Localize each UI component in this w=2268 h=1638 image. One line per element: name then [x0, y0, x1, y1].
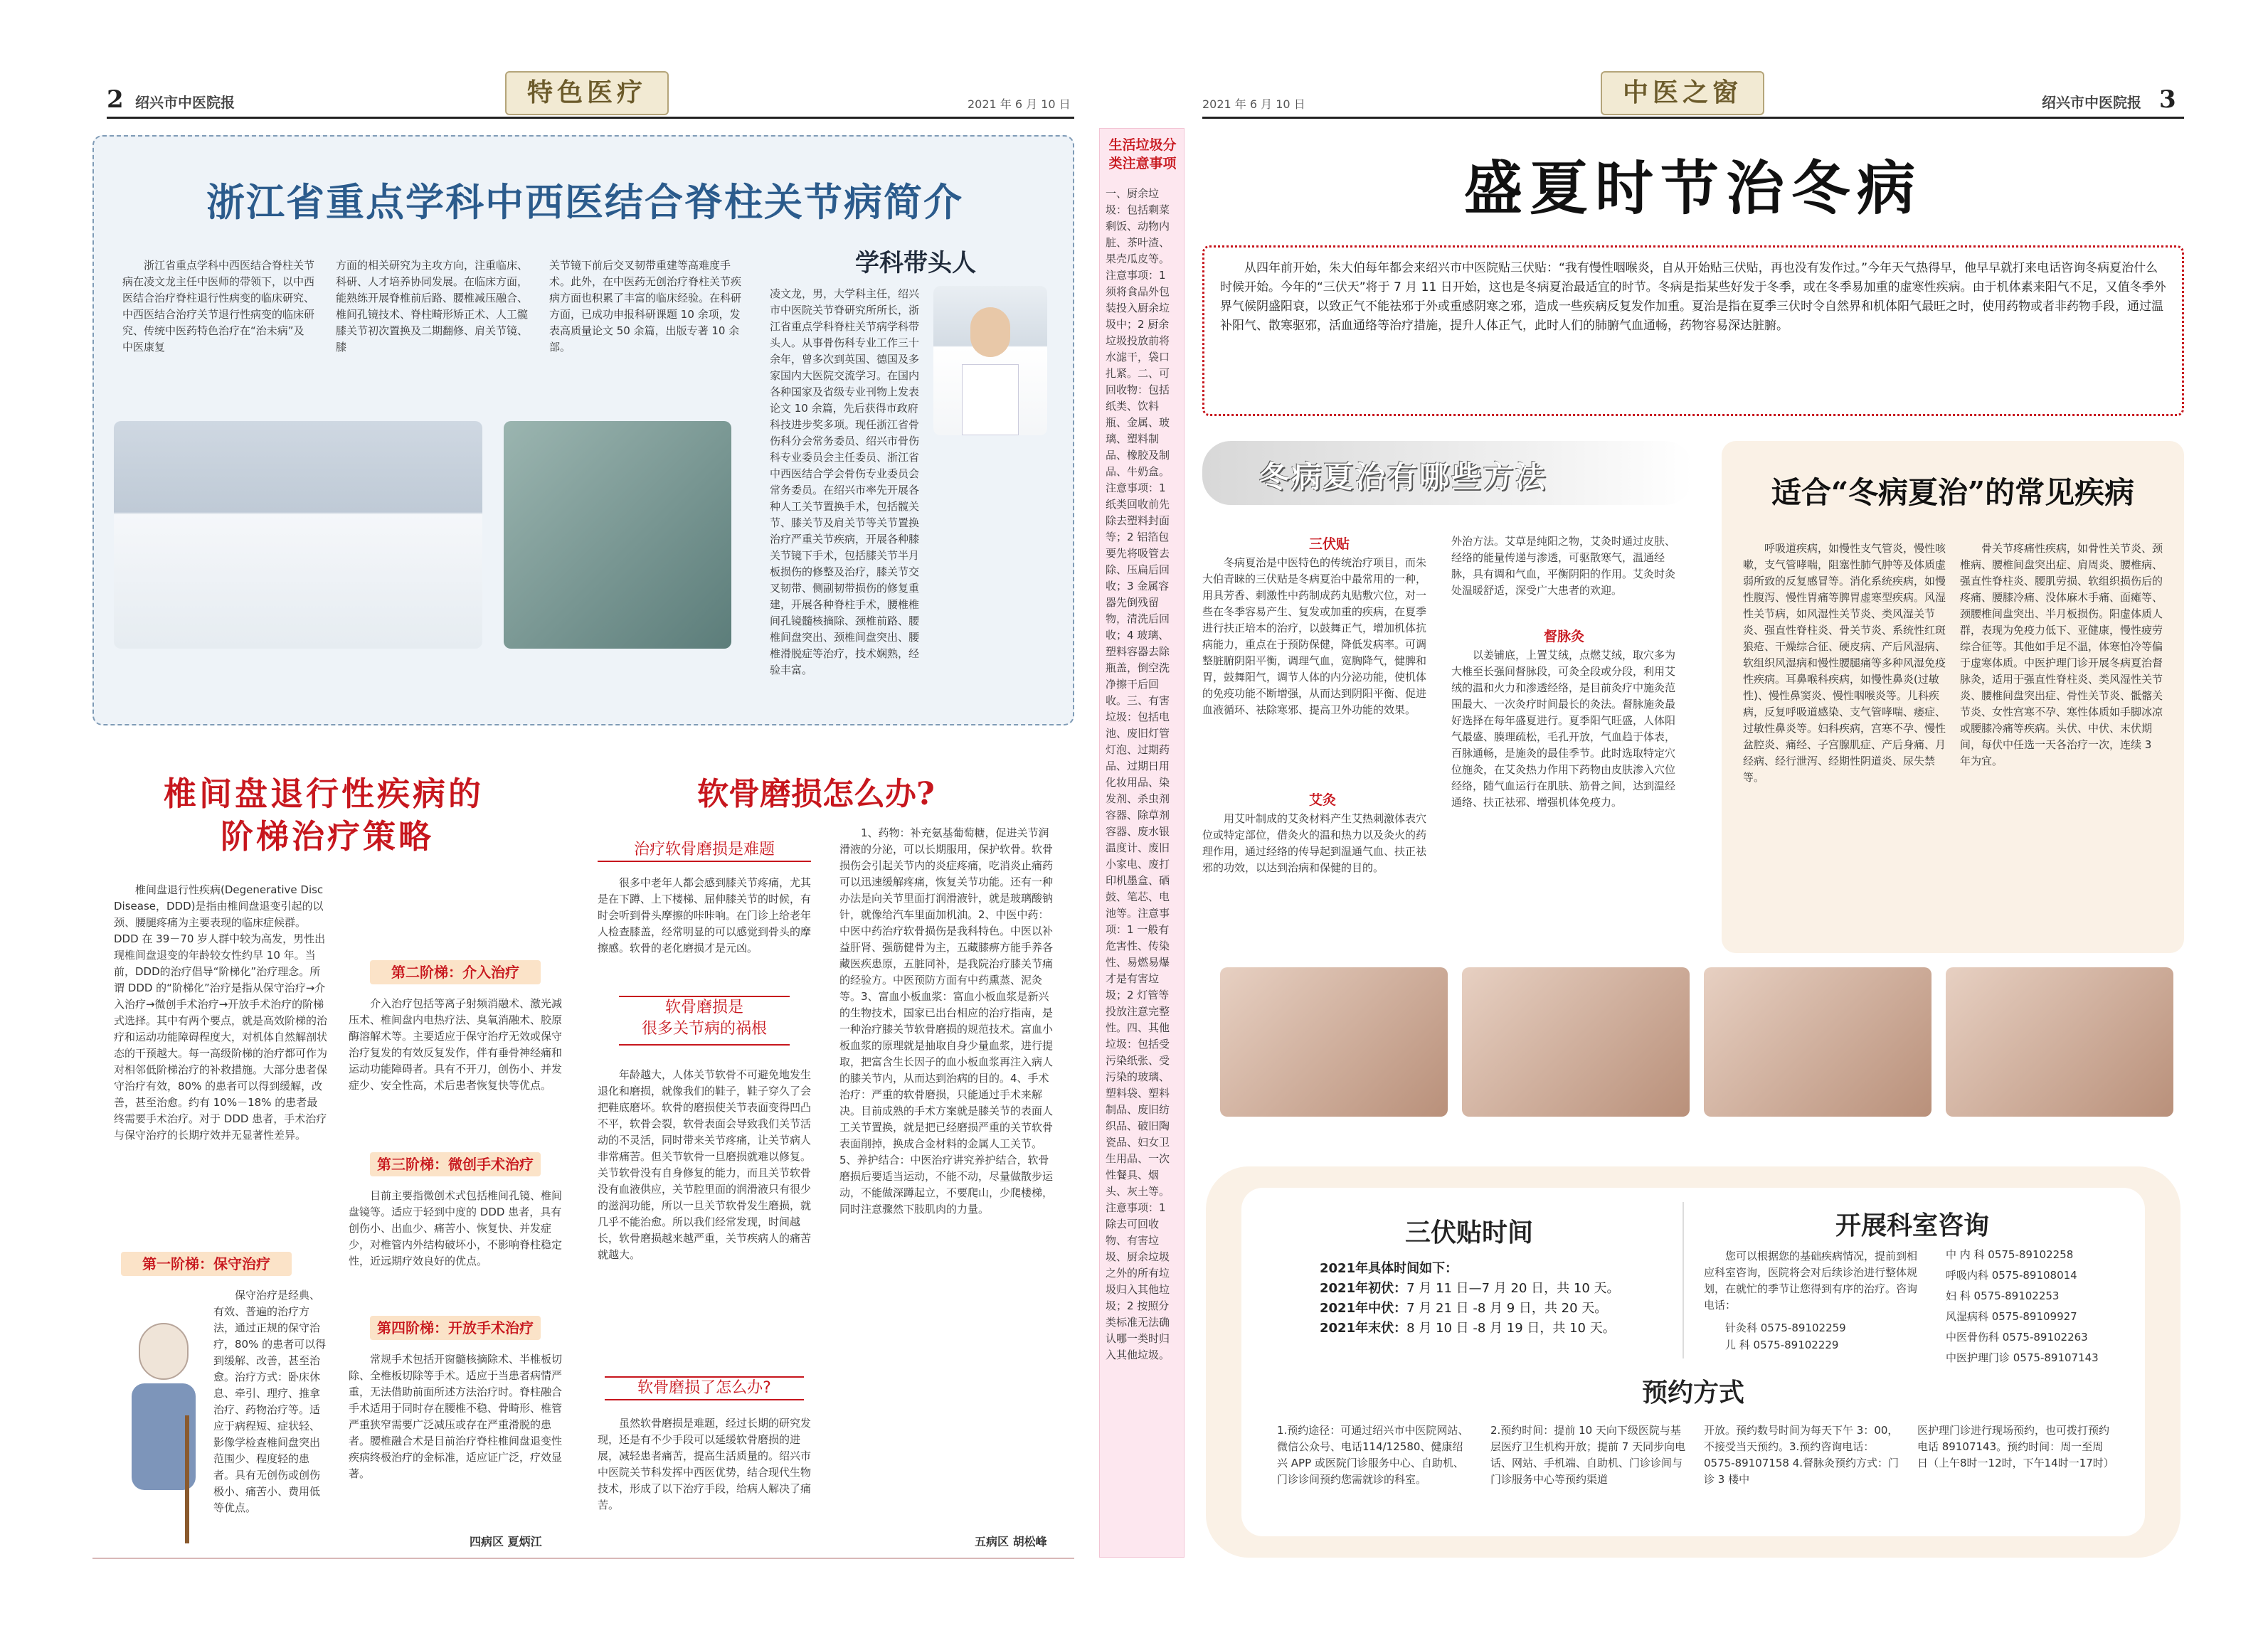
aijiu-heading: 艾灸 [1309, 792, 1337, 808]
article2-right-text: 1、药物：补充氨基葡萄糖，促进关节润滑液的分泌，可以长期服用，保护软骨。软骨损伤会引起关节内的炎症疼痛，吃消炎止痛药可以迅速缓解疼痛，恢复关节功能。还有一种办法是向关节里面打润滑液针，就是玻璃酸钠针，就像给汽车里面加机油。2、中医中药：中医中药治疗软骨损伤是我科特色。中医以补益肝肾、强筋健骨为主，五藏膝痹方能手养各藏医疾患原，五脏同补，是我院治疗膝关节痛的经验方。中医预防方面有中药熏蒸、泥灸等。3、富血小板血浆：富血小板血浆是新兴的生物技术，国家已出台相应的治疗指南，是一种治疗膝关节软骨磨损的规范技术。富血小板血浆的原理就是抽取自身少量血浆，进行提取，把富含生长因子的血小板血浆再注入病人的膝关节内，从而达到治病的目的。4、手术治疗：严重的软骨磨损，只能通过手术来解决。目前成熟的手术方案就是膝关节的表面人工关节置换，就是把已经磨损严重的关节软骨表面削掉，换成合金材料的金属人工关节。5、养护结合：中医治疗讲究养护结合，软骨磨损后要适当运动，不能不动，尽量做散步运动，不能做深蹲起立，不要爬山，少爬楼梯，同时注意骤然下肢肌肉的力量。 [839, 826, 1054, 1216]
leader-photo [933, 286, 1047, 435]
article2-title: 软骨磨损怎么办? [697, 776, 935, 812]
phone-gynecology[interactable]: 妇 科 0575-89102253 [1946, 1289, 2060, 1302]
stage4-title: 第四阶梯：开放手术治疗 [370, 1316, 541, 1340]
treatment-photo-2 [1462, 967, 1690, 1117]
article2-author: 五病区 胡松峰 [975, 1535, 1047, 1548]
booking-col-2: 2.预约时间：提前 10 天向下级医院与基层医疗卫生机构开放；提前 7 天同步向电话、网站、手机端、自助机、门诊诊间与门诊服务中心等预约渠道 [1490, 1424, 1686, 1486]
right-intro-box [1202, 245, 2184, 416]
stage2-text: 介入治疗包括等离子射频消融术、激光减压术、椎间盘内电热疗法、臭氧消融术、胶原酶溶解术等。主要适应于保守治疗无效或保守治疗复发的有效反复发作，伴有垂骨神经痛和运动功能障碍者。具有不开刀，创伤小、并发症少、安全性高，术后患者恢复快等优点。 [349, 997, 563, 1092]
header-rule-right [1202, 117, 2184, 119]
booking-col-4: 医护理门诊进行现场预约，也可拨打预约电话 89107143。预约时间：周一至周日（上午8时一12时，下午14时一17时） [1917, 1424, 2114, 1469]
issue-date: 2021 年 6 月 10 日 [968, 97, 1071, 111]
phone-rheumatology[interactable]: 风湿病科 0575-89109927 [1946, 1310, 2077, 1323]
paper-name-right: 绍兴市中医院报 [2042, 94, 2141, 111]
section-tag-right: 中医之窗 [1601, 71, 1764, 115]
consult-intro: 您可以根据您的基础疾病情况，提前到相应科室咨询，医院将会对后续诊治进行整体规划，在就忙的季节让您得到有序的治疗。咨询电话： [1704, 1250, 1918, 1312]
dumai-heading: 督脉灸 [1544, 629, 1585, 644]
treatment-photo-4 [1946, 967, 2173, 1117]
phone-respiratory[interactable]: 呼吸内科 0575-89108014 [1946, 1269, 2077, 1282]
consult-left-phones [1725, 1319, 1924, 1354]
page-number-right: 3 [2159, 85, 2176, 114]
header-rule [107, 117, 1074, 119]
schedule-row-2: 2021年中伏：7 月 21 日 -8 月 9 日，共 20 天。 [1320, 1301, 1608, 1316]
stage3-text: 目前主要指微创术式包括椎间孔镜、椎间盘镜等。适应于轻到中度的 DDD 患者，具有创伤小、出血少、痛苦小、恢复快、并发症少，对椎管内外结构破坏小，不影响脊柱稳定性，近远期疗效良好的优点。 [349, 1189, 563, 1267]
stage4-text: 常规手术包括开窗髓核摘除术、半椎板切除、全椎板切除等手术。适应于当患者病情严重，无法借助前面所述方法治疗时。脊柱融合手术适用于同时存在腰椎不稳、骨畸形、椎管严重狭窄需要广泛减压或存在严重滑脱的患者。腰椎融合术是目前治疗脊柱椎间盘退变性疾病终极治疗的金标准，适应证广泛，疗效显著。 [349, 1353, 563, 1480]
booking-col-3: 开放。预约数号时间为每天下午 3：00，不接受当天预约。3.预约咨询电话：0575-89107158 4.督脉灸预约方式：门诊 3 楼中 [1704, 1424, 1899, 1486]
methods-col2-text: 外治方法。艾草是纯阳之物，艾灸时通过皮肤、经络的能量传递与渗透，可驱散寒气，温通经脉，具有调和气血，平衡阴阳的作用。艾灸时灸处温暖舒适，深受广大患者的欢迎。 [1451, 535, 1676, 597]
article2-sub2-text: 年龄越大，人体关节软骨不可避免地发生退化和磨损，就像我们的鞋子，鞋子穿久了会把鞋底磨坏。软骨的磨损使关节表面变得凹凸不平，软骨会裂，软骨表面会导致我们关节活动的不灵活，同时带来关节疼痛，让关节病人非常痛苦。但关节软骨一旦磨损就难以修复。关节软骨没有自身修复的能力，而且关节软骨没有血液供应，关节腔里面的润滑液只有很少的滋润功能，所以一旦关节软骨发生磨损，就几乎不能治愈。所以我们经常发现，时间越长，软骨磨损越来越严重，关节疾病人的痛苦就越大。 [598, 1068, 812, 1261]
article2-sub2-l1: 软骨磨损是 [664, 999, 743, 1016]
stage1-text-cont [349, 882, 562, 939]
elderly-illustration [114, 1316, 213, 1551]
article2-sub2-l2: 很多关节病的祸根 [641, 1020, 767, 1038]
leader-heading: 学科带头人 [855, 249, 976, 277]
strip-text: 一、厨余垃圾：包括剩菜剩饭、动物内脏、茶叶渣、果壳瓜皮等。注意事项：1 须将食品外包装投入厨余垃圾中；2 厨余垃圾投放前将水滤干，袋口扎紧。二、可回收物：包括纸类、饮料瓶、金属、玻璃、塑料制品、橡胶及制品、牛奶盒。注意事项：1 纸类回收前先除去塑料封面等；2 铝箔包要先将吸管去除、压扁后回收；3 金属容器先倒残留物，清洗后回收；4 玻璃、塑料容器去除瓶盖，倒空洗净擦干后回收。三、有害垃圾：包括电池、废旧灯管灯泡、过期药品、过期日用化妆用品、染发剂、杀虫剂容器、除草剂容器、废水银温度计、废旧小家电、废打印机墨盒、硒鼓、笔芯、电池等。注意事项：1 一般有危害性、传染性、易燃易爆才是有害垃圾；2 灯管等投放注意完整性。四、其他垃圾：包括受污染纸张、受污染的玻璃、塑料袋、塑料制品、废旧纺织品、破旧陶瓷品、妇女卫生用品、一次性餐具、烟头、灰土等。注意事项：1 除去可回收物、有害垃圾、厨余垃圾之外的所有垃圾归入其他垃圾；2 按照分类标准无法确认哪一类时归入其他垃圾。 [1106, 187, 1170, 1361]
treatment-photo-3 [1704, 967, 1931, 1117]
treatment-photo-1 [1220, 967, 1448, 1117]
article2-sub3: 软骨磨损了怎么办? [605, 1376, 804, 1400]
diseases-title: 适合“冬病夏治”的常见疾病 [1771, 475, 2135, 510]
phone-nursing-clinic[interactable]: 中医护理门诊 0575-89107143 [1946, 1351, 2099, 1364]
intro-col-2: 方面的相关研究为主攻方向，注重临床、科研、人才培养协同发展。在临床方面，能熟练开展脊椎前后路、腰椎减压融合、椎间孔镜技术、脊柱畸形矫正术、人工髋膝关节初次置换及二期翻修、肩关节镜、膝 [336, 259, 529, 353]
phone-pediatrics[interactable]: 儿 科 0575-89102229 [1725, 1339, 1839, 1351]
sanfutie-heading: 三伏贴 [1309, 536, 1350, 552]
stage3-title: 第三阶梯：微创手术治疗 [370, 1152, 541, 1176]
schedule-row-0: 2021年具体时间如下： [1320, 1261, 1458, 1276]
stage2-title: 第二阶梯：介入治疗 [370, 960, 541, 984]
info-panel [1206, 1166, 2180, 1558]
booking-col-1: 1.预约途径：可通过绍兴市中医院网站、微信公众号、电话114/12580、健康绍兴 APP 或医院门诊服务中心、自助机、门诊诊间预约您需就诊的科室。 [1277, 1424, 1469, 1486]
sanfutie-text: 冬病夏治是中医特色的传统治疗项目，而朱大伯青睐的三伏贴是冬病夏治中最常用的一种，用具芳香、刺激性中药制成药丸贴敷穴位，对一些在冬季容易产生、复发或加重的疾病，在夏季进行扶正培本的治疗，以鼓舞正气，增加机体抗病能力，重点在于预防保健，降低发病率。可调整脏腑阴阳平衡，调理气血，宽胸降气，健脾和胃，鼓舞阳气，调节人体的内分泌功能，使机体的免疫功能不断增强，从而达到阴阳平衡、促进血液循环、祛除寒邪、提高卫外功能的效果。 [1202, 556, 1427, 716]
booking-title: 预约方式 [1641, 1378, 1744, 1408]
schedule-list [1320, 1259, 1661, 1339]
strip-title: 生活垃圾分类注意事项 [1108, 137, 1177, 171]
stage1-title: 第一阶梯：保守治疗 [121, 1252, 292, 1276]
leader-bio-cont [770, 435, 1061, 649]
left-page-bottom-border [92, 1558, 1074, 1559]
methods-panel [1202, 441, 1693, 953]
article1-title-l1: 椎间盘退行性疾病的 [164, 775, 484, 813]
consult-title: 开展科室咨询 [1835, 1211, 1990, 1240]
right-main-title: 盛夏时节治冬病 [1463, 154, 1922, 223]
phone-acupuncture[interactable]: 针灸科 0575-89102259 [1725, 1321, 1846, 1334]
article1-author: 四病区 夏炳江 [470, 1535, 542, 1548]
article2-sub3-text: 虽然软骨磨损是难题，经过长期的研究发现，还是有不少手段可以延缓软骨磨损的进展，减轻患者痛苦，提高生活质量的。绍兴市中医院关节科发挥中西医优势，结合现代生物技术，形成了以下治疗手段，给病人解决了痛苦。 [598, 1417, 812, 1511]
article2-sub2 [619, 996, 790, 1046]
diseases-col1: 呼吸道疾病，如慢性支气管炎，慢性咳嗽，支气管哮喘，阻塞性肺气肿等及体质虚弱所致的反复感冒等。消化系统疾病，如慢性腹泻、慢性胃痛等脾胃虚寒型疾病。风湿性关节病，如风湿性关节炎、类风湿关节炎、强直性脊柱炎、骨关节炎、系统性红斑狼疮、干燥综合征、硬皮病、产后风湿病、软组织风湿病和慢性腰腿痛等多种风湿免疫性疾病。耳鼻喉科疾病，如慢性鼻炎(过敏性)、慢性鼻窦炎、慢性咽喉炎等。儿科疾病，反复呼吸道感染、支气管哮喘、痿症、过敏性鼻炎等。妇科疾病，宫寒不孕、慢性盆腔炎、痛经、子宫腺肌症、产后身痛、月经病、经行泄泻、经期性阴道炎、尿失禁等。 [1743, 542, 1946, 784]
intro-col-3: 关节镜下前后交叉韧带重建等高难度手术。此外，在中医药无创治疗脊柱关节疾病方面也积累了丰富的临床经验。在科研方面，已成功申报科研课题 10 余项，发表高质量论文 50 余篇，出版专著 10 余部。 [549, 259, 742, 353]
leader-bio: 凌文龙，男，大学科主任，绍兴市中医院关节脊研究所所长，浙江省重点学科脊柱关节病学科带头人。从事骨伤科专业工作三十余年，曾多次到英国、德国及多家国内大医院交流学习。在国内各种国家及省级专业刊物上发表论文 10 余篇，先后获得市政府科技进步奖多项。现任浙江省骨伤科分会常务委员、绍兴市骨伤科专业委员会主任委员、浙江省中西医结合学会骨伤专业委员会常务委员。在绍兴市率先开展各种人工关节置换手术，包括髋关节、膝关节及肩关节等关节置换治疗严重关节疾病，开展各种膝关节镜下手术，包括膝关节半月板损伤的修整及治疗，膝关节交叉韧带、侧副韧带损伤的修复重建，开展各种脊柱手术，腰椎椎间孔镜髓核摘除、颈椎前路、腰椎间盘突出、颈椎间盘突出、腰椎滑脱症等治疗，技术娴熟，经验丰富。 [770, 287, 920, 676]
intro-col-1: 浙江省重点学科中西医结合脊柱关节病在凌文龙主任中医师的带领下，以中西医结合治疗脊柱退行性病变的临床研究、中西医结合治疗关节退行性病变的临床研究、传统中医药特色治疗在“治未病”及中医康复 [122, 259, 315, 353]
methods-title: 冬病夏治有哪些方法 [1259, 459, 1548, 494]
right-intro-text: 从四年前开始，朱大伯每年都会来绍兴市中医院贴三伏贴：“我有慢性咽喉炎，自从开始贴三伏贴，再也没有发作过。”今年天气热得早，他早早就打来电话咨询冬病夏治什么时候开始。今年的“三伏天”将于 7 月 11 日开始，这也是冬病夏治最适宜的时节。冬病是指某些好发于冬季，或在冬季易加重的虚寒性疾病。由于机体素来阳气不足，又值冬季外界气候阴盛阳衰，以致正气不能祛邪于外或重感阴寒之邪，造成一些疾病反复发作加重。夏治是指在夏季三伏时令自然界和机体阳气最旺之时，使用药物或者非药物手段，通过温补阳气、散寒驱邪，活血通络等治疗措施，提升人体正气，此时人们的肺腑气血通畅，药物容易深达脏腑。 [1220, 261, 2166, 333]
article1-intro: 椎间盘退行性疾病(Degenerative Disc Disease，DDD)是指由椎间盘退变引起的以颈、腰腿疼痛为主要表现的临床症候群。DDD 在 39－70 岁人群中较为高发，男性出现椎间盘退变的年龄较女性约早 10 年。当前，DDD的治疗倡导“阶梯化”治疗理念。所谓 DDD 的“阶梯化”治疗是指从保守治疗→介入治疗→微创手术治疗→开放手术治疗的阶梯式选择。其中有两个要点，就是高效阶梯的治疗和运动功能障碍程度大，对机体自然解剖状态的干预越大。每一高级阶梯的治疗都可作为对相邻低阶梯治疗的补救措施。大部分患者保守治疗有效，80% 的患者可以得到缓解，改善，甚至治愈。约有 10%－18% 的患者最终需要手术治疗。对于 DDD 患者，手术治疗与保守治疗的长期疗效并无显著性差异。 [114, 883, 328, 1142]
dumai-text: 以姜铺底，上置艾绒，点燃艾绒，取穴多为大椎至长强间督脉段，可灸全段或分段，利用艾绒的温和火力和渗透经络，是目前灸疗中施灸范围最大、一次灸疗时间最长的灸法。督脉施灸最好选择在每年盛夏进行。夏季阳气旺盛，人体阳气最盛、腠理疏松，毛孔开放，气血趋于体表，百脉通畅，是施灸的最佳季节。此时选取特定穴位施灸，在艾灸热力作用下药物由皮肤渗入穴位经络，随气血运行在肌肤、筋骨之间，达到温经通络、扶正祛邪、增强机体免疫力。 [1451, 649, 1676, 809]
waste-sorting-strip [1099, 128, 1185, 1558]
schedule-title: 三伏贴时间 [1405, 1218, 1534, 1248]
section-tag: 特色医疗 [505, 71, 669, 115]
left-page-header [107, 71, 1074, 121]
article2-sub1-text: 很多中老年人都会感到膝关节疼痛，尤其是在下蹲、上下楼梯、屈伸膝关节的时候，有时会听到骨头摩擦的咔咔响。在门诊上给老年人检查膝盖，经常明显的可以感觉到骨头的摩擦感。软骨的老化磨损才是元凶。 [598, 876, 812, 954]
phone-orthopedics[interactable]: 中医骨伤科 0575-89102263 [1946, 1331, 2088, 1344]
main-title: 浙江省重点学科中西医结合脊柱关节病简介 [206, 179, 963, 225]
article1-title-l2: 阶梯治疗策略 [221, 817, 434, 856]
paper-name: 绍兴市中医院报 [135, 94, 235, 111]
diseases-panel [1722, 441, 2184, 953]
article2-sub1: 治疗软骨磨损是难题 [598, 839, 811, 862]
surgery-photo [504, 421, 731, 649]
aijiu-text: 用艾叶制成的艾灸材料产生艾热刺激体表穴位或特定部位，借灸火的温和热力以及灸火的药理作用，通过经络的传导起到温通气血、扶正祛邪的功效，以达到治病和保健的目的。 [1202, 812, 1427, 874]
page-number: 2 [107, 85, 124, 114]
stage1-text: 保守治疗是经典、有效、普遍的治疗方法，通过正规的保守治疗，80% 的患者可以得到缓解、改善，甚至治愈。治疗方式：卧床休息、牵引、理疗、推拿治疗、药物治疗等。适应于病程短、症状轻、影像学检查椎间盘突出范围少、程度轻的患者。具有无创伤或创伤极小、痛苦小、费用低等优点。 [213, 1289, 327, 1514]
team-photo [114, 421, 482, 649]
diseases-col2: 骨关节疼痛性疾病，如骨性关节炎、颈椎病、腰椎间盘突出症、肩周炎、腰椎病、强直性脊柱炎、腰肌劳损、软组织损伤后的疼痛、腰膝冷痛、没体麻木手痛、面瘫等、颈腰椎间盘突出、半月板损伤。阳虚体质人群，表现为免疫力低下、亚健康，慢性疲劳综合征等。其他如手足不温，体寒怕冷等偏于虚寒体质。中医护理门诊开展冬病夏治督脉灸，适用于强直性脊柱炎、类风湿性关节炎、腰椎间盘突出症、骨性关节炎、骶髂关节炎、女性宫寒不孕、寒性体质如手脚冰凉或腰膝冷痛等疾病。头伏、中伏、末伏期间，每伏中任选一天各治疗一次，连续 3 年为宜。 [1960, 542, 2163, 767]
panel-divider [1683, 1202, 1684, 1358]
issue-date-right: 2021 年 6 月 10 日 [1202, 97, 1305, 111]
right-page-header [1202, 71, 2184, 121]
phone-internal-medicine[interactable]: 中 内 科 0575-89102258 [1946, 1248, 2074, 1261]
intro-box [92, 135, 1074, 725]
schedule-row-3: 2021年末伏：8 月 10 日 -8 月 19 日，共 10 天。 [1320, 1321, 1616, 1336]
schedule-row-1: 2021年初伏：7 月 11 日—7 月 20 日，共 10 天。 [1320, 1281, 1620, 1296]
consult-right-phones [1946, 1245, 2138, 1368]
